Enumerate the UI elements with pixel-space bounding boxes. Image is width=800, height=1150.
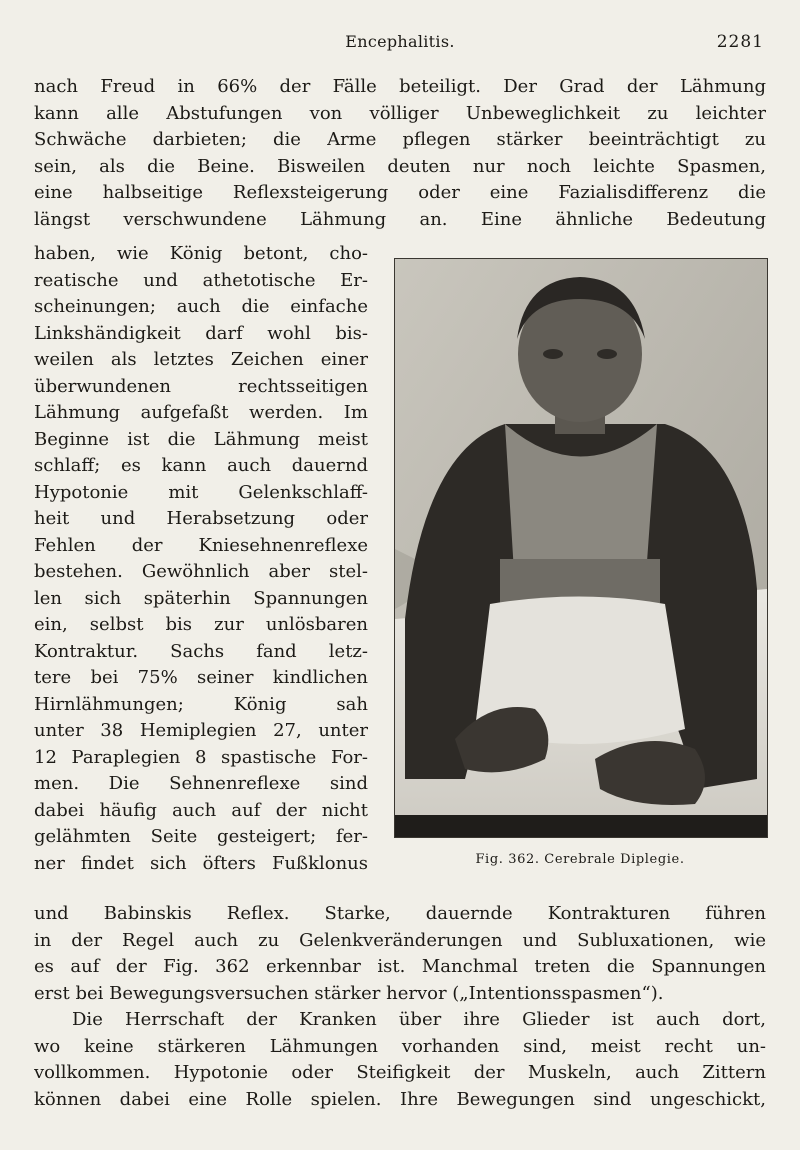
text-line: unter 38 Hemiplegien 27, unter xyxy=(34,720,368,741)
running-title: Encephalitis. xyxy=(345,32,455,51)
text-line: Hypotonie mit Gelenkschlaff- xyxy=(34,481,368,503)
text-line: eine halbseitige Reflexsteigerung oder eine Fazialisdifferenz die xyxy=(34,182,766,203)
figure-caption: Fig. 362. Cerebrale Diplegie. xyxy=(475,852,685,867)
text-line: heit und Herabsetzung oder xyxy=(34,508,368,529)
page-number: 2281 xyxy=(716,32,764,52)
paragraph-beside-figure xyxy=(34,241,368,877)
figure-photo xyxy=(394,258,768,838)
text-line: überwundenen rechtsseitigen xyxy=(34,375,368,397)
text-line: vollkommen. Hypotonie oder Steifigkeit der Muskeln, auch Zittern xyxy=(34,1062,766,1083)
text-line: Fehlen der Kniesehnenreflexe xyxy=(34,534,368,556)
text-line: längst verschwundene Lähmung an. Eine ähnliche Bedeutung xyxy=(34,208,766,230)
text-line: scheinungen; auch die einfache xyxy=(34,296,368,317)
text-line: Linkshändigkeit darf wohl bis- xyxy=(34,322,368,344)
text-line: und Babinskis Reflex. Starke, dauernde Kontrakturen führen xyxy=(34,903,766,924)
text-line: in der Regel auch zu Gelenkveränderungen und Subluxationen, wie xyxy=(34,929,766,951)
text-line: ein, selbst bis zur unlösbaren xyxy=(34,614,368,635)
text-line: Hirnlähmungen; König sah xyxy=(34,693,368,715)
text-line: Kontraktur. Sachs fand letz- xyxy=(34,640,368,662)
text-line: ner findet sich öfters Fußklonus xyxy=(34,852,368,874)
text-line: 12 Paraplegien 8 spastische For- xyxy=(34,746,368,768)
text-line: gelähmten Seite gesteigert; fer- xyxy=(34,826,368,847)
text-line: tere bei 75% seiner kindlichen xyxy=(34,667,368,688)
text-line: wo keine stärkeren Lähmungen vorhanden sind, meist recht un- xyxy=(34,1035,766,1057)
text-line: dabei häufig auch auf der nicht xyxy=(34,799,368,821)
text-line: Beginne ist die Lähmung meist xyxy=(34,428,368,450)
paragraph-bottom xyxy=(34,901,766,1113)
text-line: erst bei Bewegungsversuchen stärker hervor („Intentionsspasmen“). xyxy=(34,982,664,1004)
text-line: sein, als die Beine. Bisweilen deuten nur noch leichte Spasmen, xyxy=(34,155,766,177)
running-head xyxy=(0,32,800,54)
text-line: schlaff; es kann auch dauernd xyxy=(34,455,368,476)
text-line: können dabei eine Rolle spielen. Ihre Bewegungen sind ungeschickt, xyxy=(34,1088,766,1110)
text-line: bestehen. Gewöhnlich aber stel- xyxy=(34,561,368,582)
text-line: weilen als letztes Zeichen einer xyxy=(34,349,368,370)
text-line: len sich späterhin Spannungen xyxy=(34,587,368,609)
text-line: Die Herrschaft der Kranken über ihre Glieder ist auch dort, xyxy=(72,1009,766,1030)
paragraph-top xyxy=(34,74,766,233)
text-line: kann alle Abstufungen von völliger Unbeweglichkeit zu leichter xyxy=(34,102,766,124)
text-line: nach Freud in 66% der Fälle beteiligt. Der Grad der Lähmung xyxy=(34,76,766,97)
text-line: haben, wie König betont, cho- xyxy=(34,243,368,264)
text-line: reatische und athetotische Er- xyxy=(34,269,368,291)
text-line: Lähmung aufgefaßt werden. Im xyxy=(34,402,368,423)
patient-photo-illustration xyxy=(395,259,767,837)
text-line: es auf der Fig. 362 erkennbar ist. Manchmal treten die Spannungen xyxy=(34,956,766,977)
text-line: men. Die Sehnenreflexe sind xyxy=(34,773,368,794)
text-line: Schwäche darbieten; die Arme pflegen stärker beeinträchtigt zu xyxy=(34,129,766,150)
